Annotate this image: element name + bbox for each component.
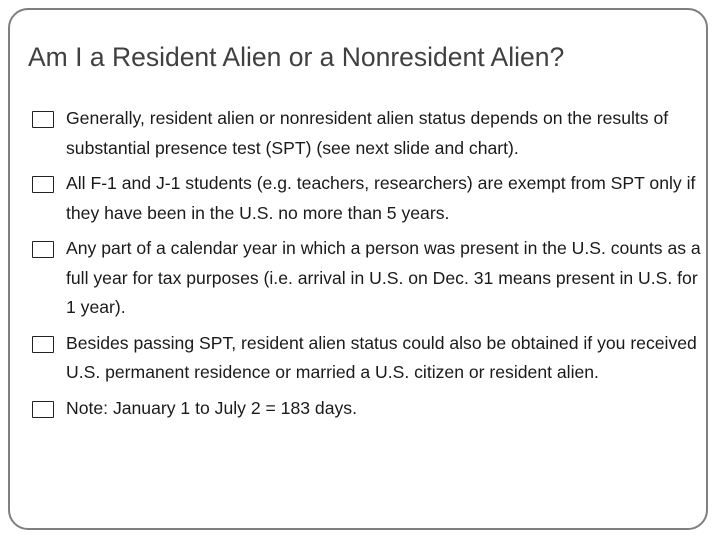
bullet-item xyxy=(32,329,704,388)
missing-glyph-box-icon xyxy=(32,336,54,353)
slide-title: Am I a Resident Alien or a Nonresident Alien? xyxy=(28,42,565,72)
missing-glyph-box-icon xyxy=(32,241,54,258)
missing-glyph-box-icon xyxy=(32,401,54,418)
bullet-item xyxy=(32,169,704,228)
bullet-text: All F-1 and J-1 students (e.g. teachers, researchers) are exempt from SPT only if they have been in the U.S. no more than 5 years. xyxy=(66,173,696,223)
bullet-item xyxy=(32,104,704,163)
bullet-item xyxy=(32,394,704,424)
missing-glyph-box-icon xyxy=(32,176,54,193)
bullet-text: Any part of a calendar year in which a person was present in the U.S. counts as a full year for tax purposes (i.e. arrival in U.S. on Dec. 31 means present in U.S. for 1 year). xyxy=(66,238,701,317)
bullet-text: Besides passing SPT, resident alien status could also be obtained if you received U.S. permanent residence or married a U.S. citizen or resident alien. xyxy=(66,332,697,382)
bullet-text: Generally, resident alien or nonresident alien status depends on the results of substantial presence test (SPT) (see next slide and chart). xyxy=(66,108,669,158)
bullet-list xyxy=(32,104,704,429)
bullet-item xyxy=(32,234,704,323)
bullet-text: Note: January 1 to July 2 = 183 days. xyxy=(66,397,357,418)
slide-frame xyxy=(8,8,708,530)
missing-glyph-box-icon xyxy=(32,111,54,128)
